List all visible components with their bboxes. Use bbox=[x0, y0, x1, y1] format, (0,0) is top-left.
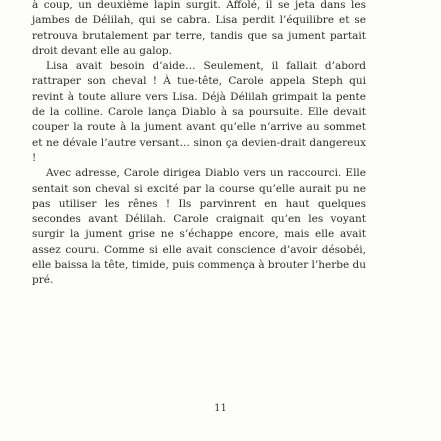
paragraph-1: à coup, un deuxième lapin surgit. Affolé, il se jeta dans les jambes de Délilah, qui se cabra. Lisa perdit l’équilibre et se retrouva brutalement par terre, tandis que sa jument partait droit devant elle au galop. bbox=[32, 0, 366, 57]
body-text bbox=[32, 0, 366, 289]
paragraph-2: Lisa avait besoin d’aide… Seulement, il fallait d’abord rattraper son cheval ! À tue-tête, Carole appela Steph qui revint à toute allure vers Lisa. Déjà Délilah grimpait la pente de la colline. Carole lança Diablo à sa poursuite. Elle devait couper la route à la jument avant qu’elle n’arrive au sommet et ne dévale l’autre versant… sinon ça devien-drait dangereux ! bbox=[32, 60, 366, 164]
page-number: 11 bbox=[214, 403, 227, 414]
paragraph-3: Avec adresse, Carole dirigea Diablo vers un raccourci. Elle sentait son cheval si excité par la course qu’elle aurait pu ne pas utiliser les rênes ! Ils parvinrent en haut quelques secondes avant Délilah. Carole craignait qu’en les voyant surgir la jument grise ne s’échappe encore, mais elle avait assez couru. Comme si elle avait conscience d’avoir désobéi, elle baissa la tête, timide, puis commença à brouter l’herbe du pré. bbox=[32, 167, 366, 287]
